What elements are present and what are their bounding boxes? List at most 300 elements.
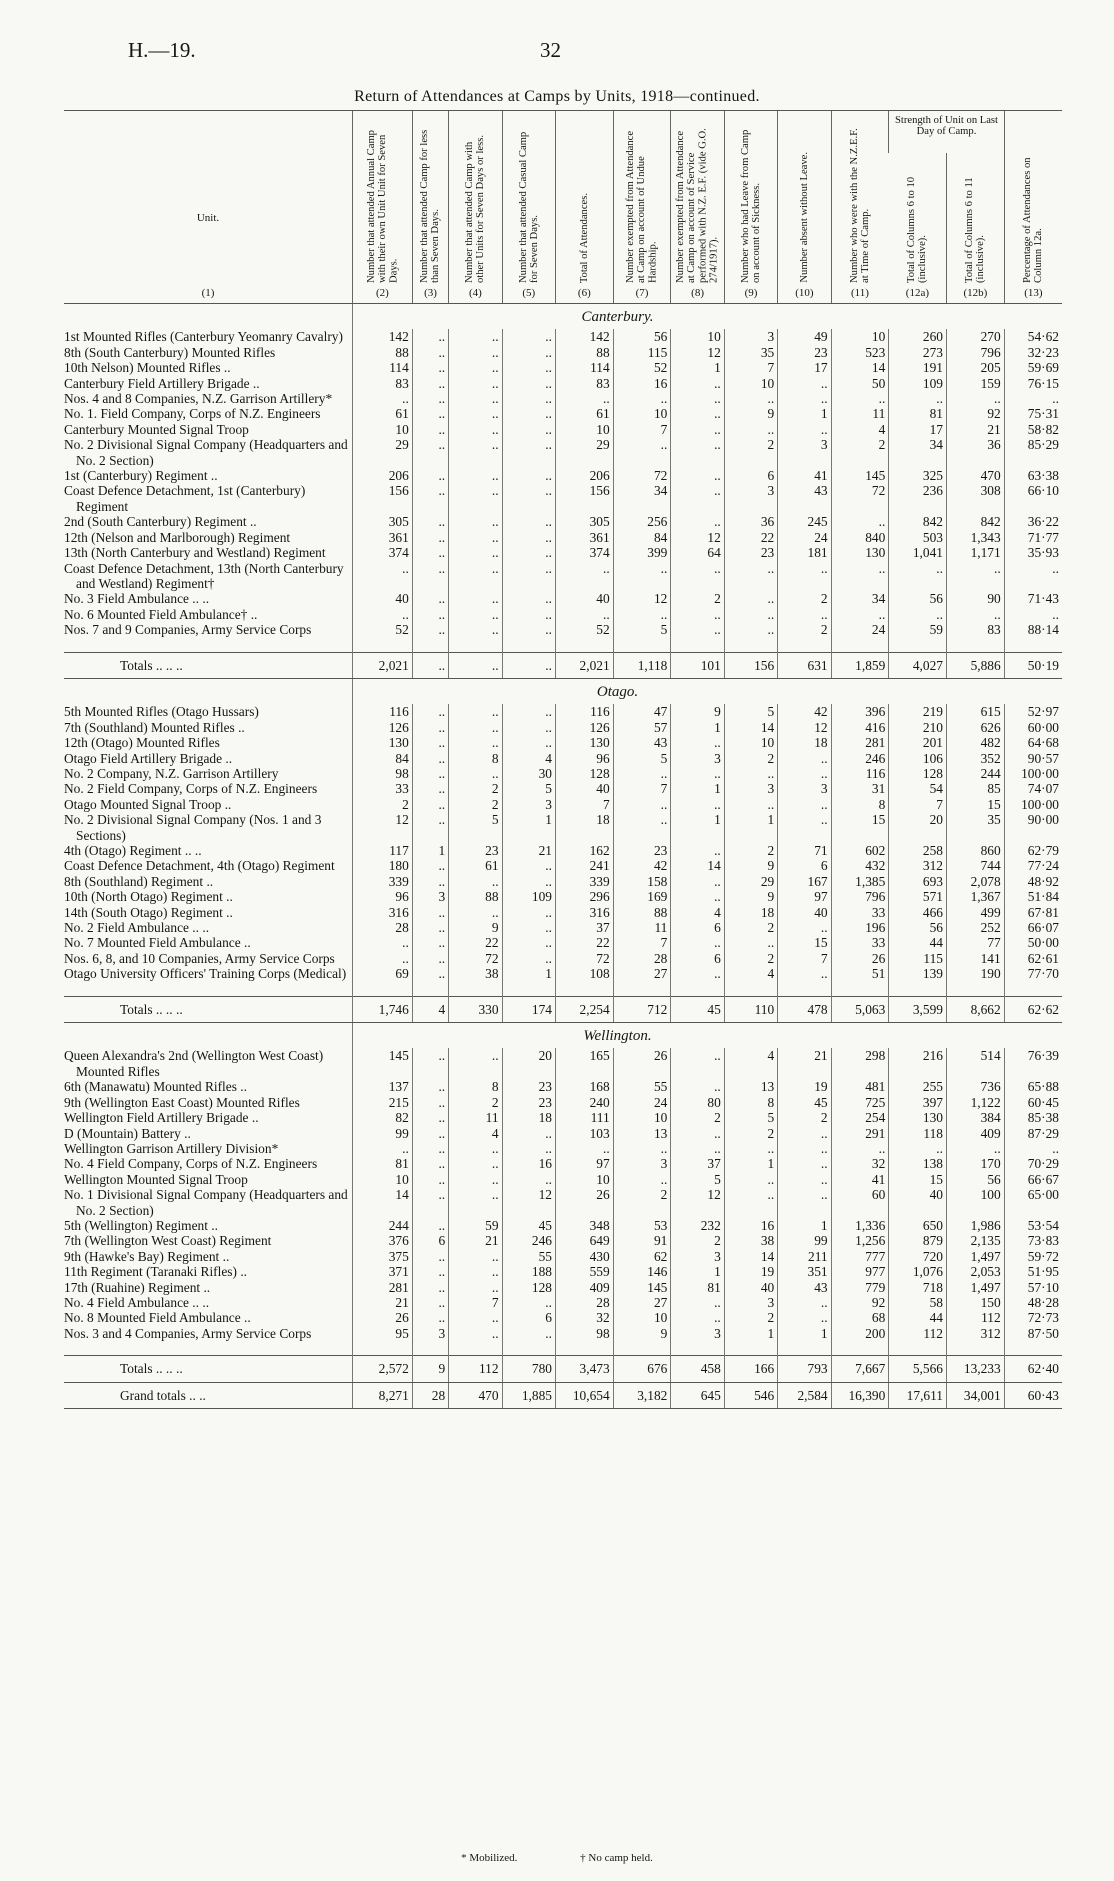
value-cell: 61: [449, 858, 502, 873]
value-cell: 116: [555, 704, 613, 719]
value-cell: ..: [778, 966, 831, 981]
value-cell: 92: [947, 406, 1005, 421]
value-cell: ..: [671, 422, 724, 437]
value-cell: ..: [412, 766, 448, 781]
value-cell: 16,390: [831, 1382, 889, 1408]
value-cell: ..: [1004, 391, 1062, 406]
value-cell: 478: [778, 996, 831, 1022]
value-cell: ..: [449, 376, 502, 391]
value-cell: ..: [1004, 607, 1062, 622]
value-cell: 62·79: [1004, 843, 1062, 858]
value-cell: ..: [502, 951, 555, 966]
value-cell: 1,497: [947, 1249, 1005, 1264]
value-cell: 10: [613, 1110, 671, 1125]
value-cell: 1,986: [947, 1218, 1005, 1233]
value-cell: 361: [555, 530, 613, 545]
unit-name: Coast Defence Detachment, 13th (North Canterbury and Westland) Regiment†: [64, 560, 344, 591]
unit-name: Coast Defence Detachment, 4th (Otago) Regiment: [64, 858, 335, 874]
value-cell: 649: [555, 1233, 613, 1248]
value-cell: 142: [555, 329, 613, 344]
value-cell: 73·83: [1004, 1233, 1062, 1248]
value-cell: 52·97: [1004, 704, 1062, 719]
value-cell: 399: [613, 545, 671, 560]
section-heading-row: [64, 1023, 1062, 1049]
value-cell: 5: [671, 1172, 724, 1187]
value-cell: 57: [613, 720, 671, 735]
value-cell: 409: [947, 1126, 1005, 1141]
value-cell: 409: [555, 1280, 613, 1295]
value-cell: 4: [412, 996, 448, 1022]
value-cell: ..: [502, 360, 555, 375]
value-cell: 211: [778, 1249, 831, 1264]
unit-name: Nos. 3 and 4 Companies, Army Service Corps: [64, 1325, 312, 1341]
value-cell: 145: [352, 1048, 412, 1079]
value-cell: 111: [555, 1110, 613, 1125]
value-cell: 29: [352, 437, 412, 468]
value-cell: 71·77: [1004, 530, 1062, 545]
value-cell: 139: [889, 966, 947, 981]
value-cell: 18: [778, 735, 831, 750]
unit-name: 4th (Otago) Regiment .. ..: [64, 843, 202, 858]
table-row: [64, 720, 1062, 735]
value-cell: 216: [889, 1048, 947, 1079]
column-header-4: [502, 111, 555, 304]
value-cell: 159: [947, 376, 1005, 391]
value-cell: 27: [613, 966, 671, 981]
value-cell: 85·38: [1004, 1110, 1062, 1125]
value-cell: 190: [947, 966, 1005, 981]
value-cell: 61: [555, 406, 613, 421]
unit-cell: [64, 345, 352, 360]
value-cell: 169: [613, 889, 671, 904]
unit-cell: [64, 843, 352, 858]
unit-cell: [64, 889, 352, 904]
value-cell: 2,572: [352, 1356, 412, 1382]
value-cell: 115: [613, 345, 671, 360]
value-cell: 6: [724, 468, 777, 483]
value-cell: 2: [778, 591, 831, 606]
value-cell: ..: [412, 1095, 448, 1110]
unit-name: 2nd (South Canterbury) Regiment ..: [64, 514, 257, 530]
column-header-6: [613, 111, 671, 304]
value-cell: 236: [889, 483, 947, 514]
value-cell: ..: [449, 1249, 502, 1264]
value-cell: 38: [449, 966, 502, 981]
table-row: [64, 1326, 1062, 1341]
value-cell: 145: [613, 1280, 671, 1295]
unit-cell: [64, 751, 352, 766]
value-cell: ..: [412, 376, 448, 391]
value-cell: ..: [412, 1187, 448, 1218]
value-cell: 5: [613, 622, 671, 637]
unit-name: No. 4 Field Company, Corps of N.Z. Engineers: [64, 1156, 318, 1172]
value-cell: 35: [947, 812, 1005, 843]
unit-name: Nos. 7 and 9 Companies, Army Service Corps: [64, 622, 312, 638]
unit-name: 17th (Ruahine) Regiment ..: [64, 1279, 211, 1295]
value-cell: 21: [947, 422, 1005, 437]
value-cell: ..: [412, 468, 448, 483]
value-cell: 3,473: [555, 1356, 613, 1382]
value-cell: 9: [724, 889, 777, 904]
value-cell: 167: [778, 874, 831, 889]
value-cell: ..: [671, 376, 724, 391]
value-cell: 81: [889, 406, 947, 421]
unit-name: Canterbury Field Artillery Brigade ..: [64, 375, 260, 391]
section-heading: Otago.: [352, 678, 1062, 704]
value-cell: 18: [502, 1110, 555, 1125]
value-cell: 2: [778, 622, 831, 637]
value-cell: 87·29: [1004, 1126, 1062, 1141]
value-cell: 180: [352, 858, 412, 873]
value-cell: ..: [778, 376, 831, 391]
column-label: Number that attended Annual Camp with their own Unit Unit for Seven Days.: [365, 130, 399, 283]
value-cell: 43: [613, 735, 671, 750]
value-cell: ..: [724, 1172, 777, 1187]
value-cell: ..: [502, 874, 555, 889]
value-cell: 298: [831, 1048, 889, 1079]
value-cell: 114: [352, 360, 412, 375]
table-row: [64, 781, 1062, 796]
value-cell: 8: [831, 797, 889, 812]
value-cell: 128: [555, 766, 613, 781]
value-cell: 793: [778, 1356, 831, 1382]
value-cell: ..: [449, 905, 502, 920]
value-cell: 45: [671, 996, 724, 1022]
value-cell: 126: [352, 720, 412, 735]
unit-cell: [64, 1095, 352, 1110]
value-cell: 12: [613, 591, 671, 606]
value-cell: 626: [947, 720, 1005, 735]
unit-name: 9th (Wellington East Coast) Mounted Rifles: [64, 1094, 300, 1110]
value-cell: 43: [778, 1280, 831, 1295]
value-cell: 840: [831, 530, 889, 545]
value-cell: ..: [412, 920, 448, 935]
table-row: [64, 514, 1062, 529]
value-cell: ..: [412, 437, 448, 468]
value-cell: ..: [947, 561, 1005, 592]
unit-name: 9th (Hawke's Bay) Regiment ..: [64, 1248, 230, 1264]
value-cell: 842: [947, 514, 1005, 529]
value-cell: 210: [889, 720, 947, 735]
value-cell: 174: [502, 996, 555, 1022]
value-cell: 37: [555, 920, 613, 935]
value-cell: 348: [555, 1218, 613, 1233]
value-cell: ..: [889, 607, 947, 622]
table-row: [64, 530, 1062, 545]
table-row: [64, 1295, 1062, 1310]
value-cell: 20: [889, 812, 947, 843]
value-cell: 10: [724, 376, 777, 391]
value-cell: 38: [724, 1233, 777, 1248]
value-cell: ..: [502, 1126, 555, 1141]
value-cell: ..: [412, 329, 448, 344]
unit-cell: [64, 437, 352, 468]
value-cell: 66·07: [1004, 920, 1062, 935]
value-cell: ..: [412, 345, 448, 360]
value-cell: 312: [947, 1326, 1005, 1341]
value-cell: ..: [412, 591, 448, 606]
value-cell: 138: [889, 1156, 947, 1171]
table-row: [64, 889, 1062, 904]
strength-group-header: Strength of Unit on Last Day of Camp.: [889, 111, 1004, 154]
value-cell: 30: [502, 766, 555, 781]
unit-name: Coast Defence Detachment, 1st (Canterbury) Regiment: [64, 483, 306, 514]
value-cell: ..: [412, 561, 448, 592]
value-cell: ..: [449, 622, 502, 637]
unit-name: No. 2 Company, N.Z. Garrison Artillery: [64, 765, 279, 781]
value-cell: ..: [449, 720, 502, 735]
value-cell: 1,343: [947, 530, 1005, 545]
table-row: [64, 1280, 1062, 1295]
unit-name: Wellington Field Artillery Brigade ..: [64, 1110, 259, 1126]
value-cell: ..: [778, 1295, 831, 1310]
unit-name: No. 7 Mounted Field Ambulance ..: [64, 935, 251, 951]
value-cell: 206: [555, 468, 613, 483]
value-cell: 725: [831, 1095, 889, 1110]
value-cell: 56: [613, 329, 671, 344]
value-cell: 36·22: [1004, 514, 1062, 529]
value-cell: 240: [555, 1095, 613, 1110]
value-cell: 51: [831, 966, 889, 981]
value-cell: ..: [778, 766, 831, 781]
value-cell: ..: [502, 391, 555, 406]
value-cell: ..: [831, 561, 889, 592]
value-cell: 47: [613, 704, 671, 719]
value-cell: 32: [831, 1156, 889, 1171]
value-cell: 2: [724, 1310, 777, 1325]
value-cell: 1: [502, 812, 555, 843]
value-cell: 256: [613, 514, 671, 529]
value-cell: 281: [352, 1280, 412, 1295]
value-cell: 35·93: [1004, 545, 1062, 560]
value-cell: ..: [671, 406, 724, 421]
value-cell: 18: [555, 812, 613, 843]
value-cell: 1,122: [947, 1095, 1005, 1110]
column-label: Number absent without Leave.: [798, 152, 810, 283]
column-header-5: [555, 111, 613, 304]
value-cell: 244: [352, 1218, 412, 1233]
value-cell: ..: [555, 1141, 613, 1156]
unit-name: No. 8 Mounted Field Ambulance ..: [64, 1310, 251, 1326]
value-cell: 130: [352, 735, 412, 750]
value-cell: ..: [671, 514, 724, 529]
unit-name: 11th Regiment (Taranaki Rifles) ..: [64, 1264, 248, 1280]
table-row: [64, 935, 1062, 950]
unit-cell: [64, 1233, 352, 1248]
value-cell: 3: [724, 483, 777, 514]
unit-cell: [64, 704, 352, 719]
unit-name: D (Mountain) Battery ..: [64, 1125, 191, 1141]
table-row: [64, 1249, 1062, 1264]
value-cell: 8,271: [352, 1382, 412, 1408]
value-cell: 8: [724, 1095, 777, 1110]
value-cell: ..: [412, 874, 448, 889]
unit-cell: [64, 329, 352, 344]
value-cell: 559: [555, 1264, 613, 1279]
value-cell: ..: [671, 561, 724, 592]
value-cell: 258: [889, 843, 947, 858]
value-cell: 254: [831, 1110, 889, 1125]
value-cell: 72: [555, 951, 613, 966]
value-cell: 1,885: [502, 1382, 555, 1408]
value-cell: ..: [449, 1141, 502, 1156]
value-cell: 33: [831, 935, 889, 950]
value-cell: 22: [555, 935, 613, 950]
value-cell: 72: [449, 951, 502, 966]
value-cell: 21: [352, 1295, 412, 1310]
value-cell: ..: [412, 812, 448, 843]
value-cell: 245: [778, 514, 831, 529]
value-cell: 41: [778, 468, 831, 483]
value-cell: 146: [613, 1264, 671, 1279]
value-cell: 466: [889, 905, 947, 920]
value-cell: 53: [613, 1218, 671, 1233]
value-cell: ..: [502, 720, 555, 735]
value-cell: ..: [502, 935, 555, 950]
value-cell: 11: [449, 1110, 502, 1125]
value-cell: 6: [778, 858, 831, 873]
value-cell: ..: [671, 966, 724, 981]
value-cell: ..: [613, 437, 671, 468]
value-cell: 842: [889, 514, 947, 529]
value-cell: 206: [352, 468, 412, 483]
value-cell: 10: [671, 329, 724, 344]
footnote-mobilized: * Mobilized.: [461, 1852, 518, 1864]
value-cell: 645: [671, 1382, 724, 1408]
value-cell: ..: [778, 1310, 831, 1325]
value-cell: 166: [724, 1356, 777, 1382]
value-cell: ..: [412, 781, 448, 796]
unit-cell: [64, 468, 352, 483]
value-cell: 40: [889, 1187, 947, 1218]
value-cell: 57·10: [1004, 1280, 1062, 1295]
column-label: Total of Columns 6 to 11 (inclusive).: [964, 177, 987, 283]
unit-name: 14th (South Otago) Regiment ..: [64, 904, 233, 920]
value-cell: 65·88: [1004, 1079, 1062, 1094]
value-cell: 432: [831, 858, 889, 873]
unit-cell: [64, 530, 352, 545]
value-cell: 109: [502, 889, 555, 904]
value-cell: 17: [889, 422, 947, 437]
footnotes: [0, 1852, 1114, 1864]
value-cell: 3: [671, 1326, 724, 1341]
value-cell: 1: [671, 812, 724, 843]
value-cell: ..: [778, 391, 831, 406]
value-cell: 2,021: [555, 652, 613, 678]
unit-name: Nos. 4 and 8 Companies, N.Z. Garrison Artillery*: [64, 391, 333, 407]
unit-cell: [64, 591, 352, 606]
value-cell: 24: [778, 530, 831, 545]
value-cell: 201: [889, 735, 947, 750]
table-row: [64, 1095, 1062, 1110]
value-cell: 50: [831, 376, 889, 391]
table-row: [64, 483, 1062, 514]
value-cell: ..: [449, 561, 502, 592]
value-cell: ..: [412, 1249, 448, 1264]
value-cell: 90: [947, 591, 1005, 606]
value-cell: ..: [671, 766, 724, 781]
value-cell: ..: [671, 1310, 724, 1325]
value-cell: 6: [502, 1310, 555, 1325]
value-cell: 720: [889, 1249, 947, 1264]
value-cell: 55: [613, 1079, 671, 1094]
column-header-10: [831, 111, 889, 304]
value-cell: 116: [831, 766, 889, 781]
value-cell: 4: [449, 1126, 502, 1141]
column-number: (11): [851, 286, 869, 299]
value-cell: 205: [947, 360, 1005, 375]
value-cell: ..: [1004, 1141, 1062, 1156]
value-cell: 1: [671, 1264, 724, 1279]
unit-cell: [64, 781, 352, 796]
value-cell: ..: [352, 607, 412, 622]
value-cell: 246: [502, 1233, 555, 1248]
value-cell: 96: [352, 889, 412, 904]
value-cell: 77: [947, 935, 1005, 950]
unit-cell: [64, 1079, 352, 1094]
value-cell: 3: [671, 1249, 724, 1264]
value-cell: 85: [947, 781, 1005, 796]
unit-cell: [64, 1172, 352, 1187]
unit-name: Grand totals .. ..: [120, 1387, 206, 1403]
value-cell: ..: [613, 797, 671, 812]
value-cell: 244: [947, 766, 1005, 781]
table-row: [64, 607, 1062, 622]
value-cell: ..: [412, 1264, 448, 1279]
value-cell: 291: [831, 1126, 889, 1141]
value-cell: 156: [724, 652, 777, 678]
table-row: [64, 1264, 1062, 1279]
table-row: [64, 1187, 1062, 1218]
value-cell: 66·10: [1004, 483, 1062, 514]
value-cell: 165: [555, 1048, 613, 1079]
unit-name: 5th (Wellington) Regiment ..: [64, 1217, 219, 1233]
value-cell: 514: [947, 1048, 1005, 1079]
unit-name: Wellington Garrison Artillery Division*: [64, 1140, 279, 1156]
unit-cell: [64, 1249, 352, 1264]
value-cell: ..: [412, 360, 448, 375]
value-cell: 2: [449, 797, 502, 812]
value-cell: 26: [831, 951, 889, 966]
value-cell: 1,118: [613, 652, 671, 678]
table-row: [64, 1079, 1062, 1094]
value-cell: ..: [502, 1172, 555, 1187]
value-cell: 48·92: [1004, 874, 1062, 889]
value-cell: 32·23: [1004, 345, 1062, 360]
value-cell: ..: [449, 735, 502, 750]
value-cell: 7: [613, 422, 671, 437]
table-row: [64, 735, 1062, 750]
value-cell: 330: [449, 996, 502, 1022]
value-cell: 10: [613, 406, 671, 421]
value-cell: ..: [449, 1187, 502, 1218]
value-cell: ..: [947, 391, 1005, 406]
value-cell: 61: [352, 406, 412, 421]
value-cell: 1: [412, 843, 448, 858]
value-cell: 10: [555, 1172, 613, 1187]
value-cell: 9: [412, 1356, 448, 1382]
value-cell: 191: [889, 360, 947, 375]
column-number: (1): [201, 286, 215, 299]
value-cell: 58·82: [1004, 422, 1062, 437]
unit-cell: [64, 607, 352, 622]
value-cell: 270: [947, 329, 1005, 344]
value-cell: 100·00: [1004, 766, 1062, 781]
value-cell: 977: [831, 1264, 889, 1279]
section-heading: Canterbury.: [352, 304, 1062, 330]
value-cell: 12: [502, 1187, 555, 1218]
value-cell: 40: [555, 591, 613, 606]
